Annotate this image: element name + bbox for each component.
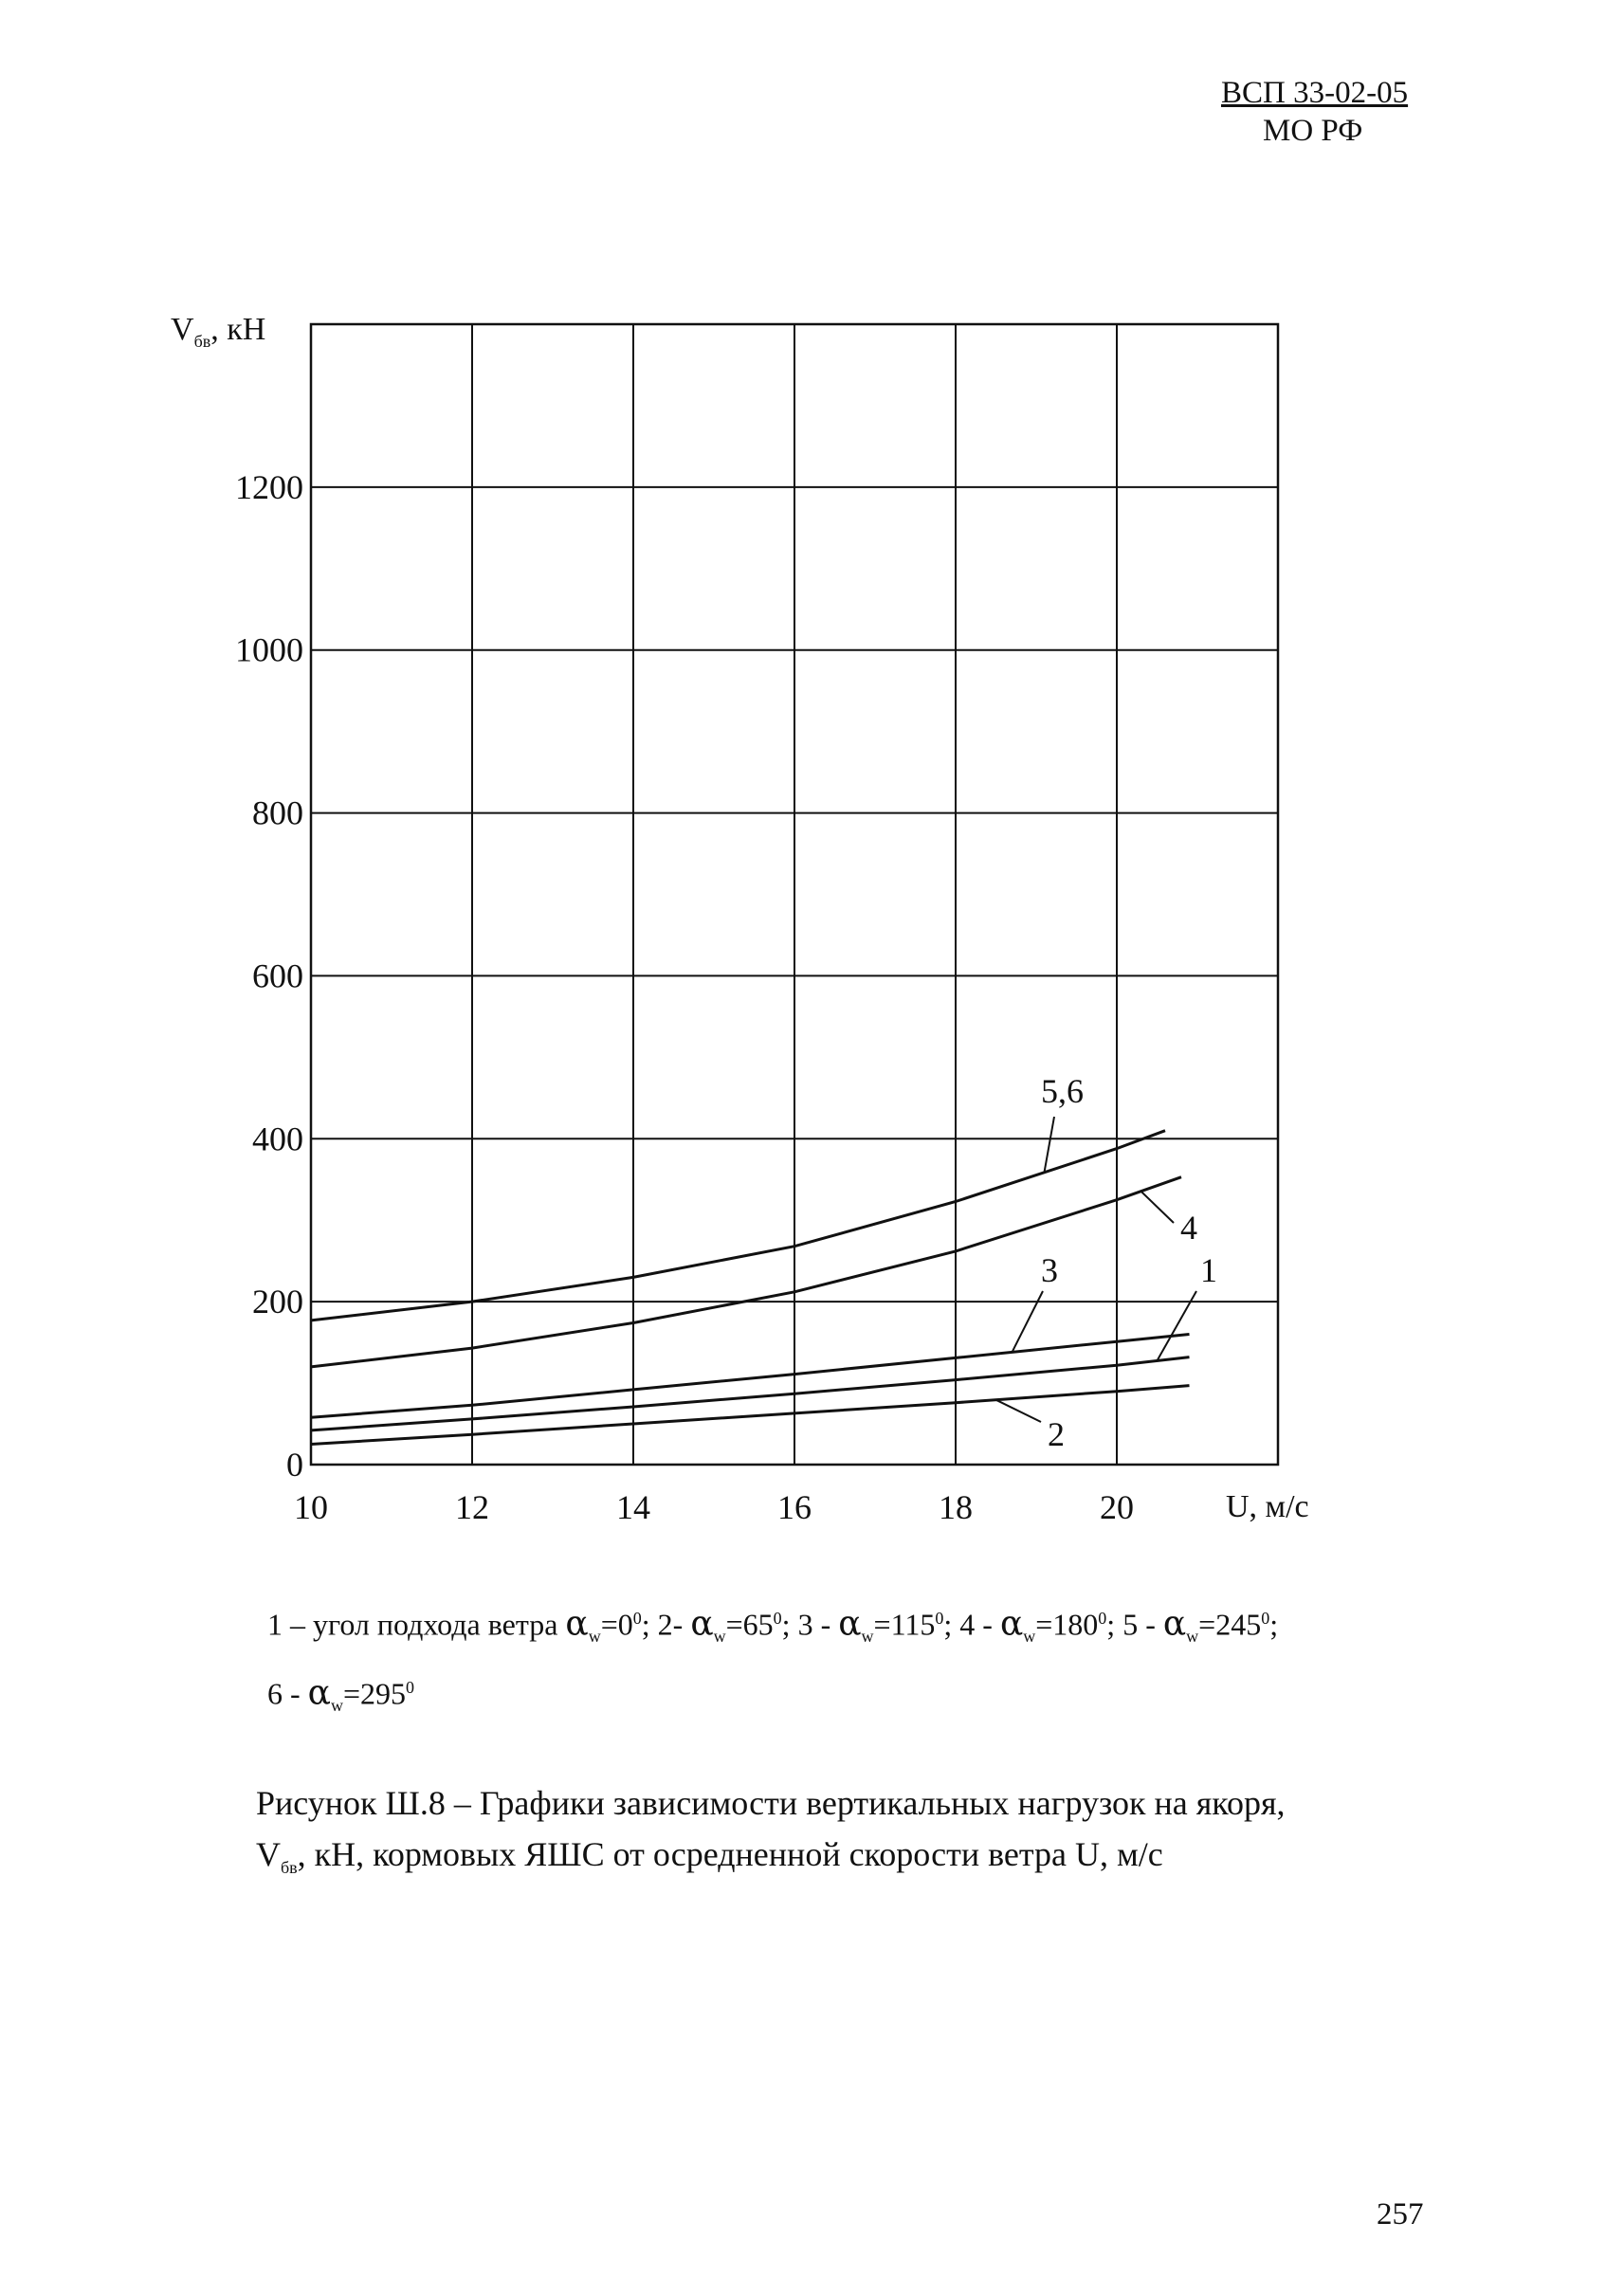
y-axis-label: $V_{бв}$, кН — [171, 312, 266, 351]
y-tick-label: 800 — [252, 793, 303, 832]
x-tick-label: 20 — [1100, 1488, 1134, 1526]
series-label: 5,6 — [1041, 1072, 1084, 1110]
x-tick-label: 18 — [939, 1488, 973, 1526]
legend-line-2: $6 - \alpha_w=295^0$ — [267, 1673, 415, 1716]
figure-caption — [256, 1777, 1536, 1893]
y-tick-label: 1000 — [235, 630, 303, 669]
callout-leader — [1045, 1117, 1055, 1173]
x-axis-label: U, м/с — [1226, 1489, 1309, 1524]
x-tick-label: 12 — [455, 1488, 489, 1526]
caption-line-2: $V_{бв}$, кН, кормовых ЯШС от осредненной скорости ветра U, м/с — [256, 1835, 1163, 1878]
y-tick-label: 600 — [252, 956, 303, 995]
callout-leader — [1141, 1192, 1175, 1223]
y-tick-label: 400 — [252, 1120, 303, 1158]
x-tick-label: 10 — [294, 1488, 328, 1526]
y-tick-label: 0 — [286, 1446, 303, 1484]
legend — [267, 1593, 1278, 1731]
series-callouts — [996, 1072, 1218, 1453]
caption-line-1: Рисунок Ш.8 – Графики зависимости вертикальных нагрузок на якоря, — [256, 1784, 1286, 1822]
y-tick-label: 1200 — [235, 467, 303, 506]
legend-line-1: 1 – угол подхода ветра $\alpha_w=0^0$; 2- $\alpha_w=65^0$; $3 - \alpha_w=115^0$; $4 - \alpha_w=180^0$; $5 - \alpha_w=245^0$; — [267, 1604, 1279, 1647]
page-number: 257 — [1377, 2197, 1424, 2231]
axis-ticks — [235, 468, 1134, 1526]
x-tick-label: 14 — [616, 1488, 650, 1526]
series-line-3 — [311, 1335, 1190, 1418]
callout-leader — [1013, 1291, 1044, 1352]
series-label: 3 — [1041, 1251, 1058, 1289]
document-code: ВСП 33-02-05 — [1221, 76, 1409, 110]
callout-leader — [996, 1400, 1042, 1422]
series-label: 4 — [1180, 1209, 1197, 1247]
y-tick-label: 200 — [252, 1283, 303, 1321]
chart-grid — [311, 324, 1278, 1465]
x-tick-label: 16 — [777, 1488, 812, 1526]
series-label: 1 — [1200, 1251, 1217, 1289]
organization-label: МО РФ — [1263, 114, 1363, 148]
series-label: 2 — [1048, 1415, 1065, 1453]
